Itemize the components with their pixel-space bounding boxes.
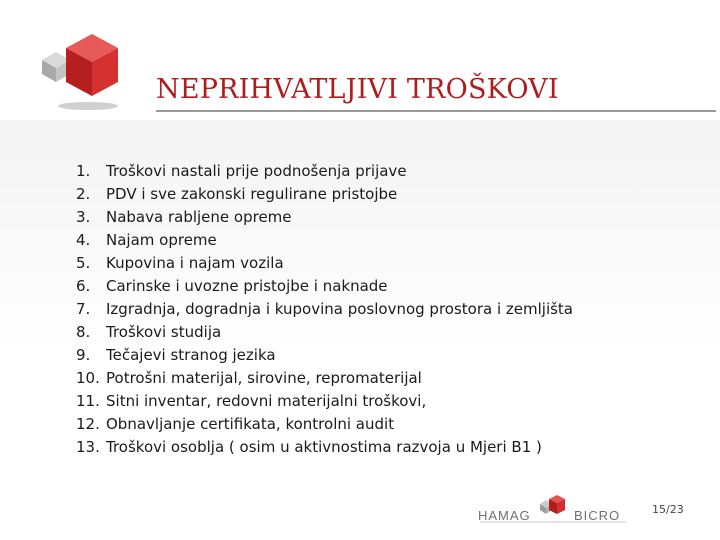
item-number: 1. bbox=[76, 162, 91, 180]
item-number: 6. bbox=[76, 277, 91, 295]
item-number: 3. bbox=[76, 208, 91, 226]
logo-right-text: BICRO bbox=[574, 508, 621, 523]
list-item bbox=[76, 390, 676, 413]
item-number: 2. bbox=[76, 185, 91, 203]
item-text: Obnavljanje certifikata, kontrolni audit bbox=[106, 415, 395, 433]
item-number: 5. bbox=[76, 254, 91, 272]
list-item bbox=[76, 413, 676, 436]
list-item bbox=[76, 275, 676, 298]
item-number: 11. bbox=[76, 392, 100, 410]
cubes-logo-icon bbox=[36, 30, 128, 112]
item-number: 7. bbox=[76, 300, 91, 318]
item-text: Kupovina i najam vozila bbox=[106, 254, 284, 272]
item-text: Izgradnja, dogradnja i kupovina poslovnog prostora i zemljišta bbox=[106, 300, 573, 318]
logo-left-text: HAMAG bbox=[478, 508, 531, 523]
list-item bbox=[76, 252, 676, 275]
list-item bbox=[76, 321, 676, 344]
item-text: Troškovi studija bbox=[106, 323, 222, 341]
list-item bbox=[76, 344, 676, 367]
item-text: Troškovi osoblja ( osim u aktivnostima razvoja u Mjeri B1 ) bbox=[106, 438, 542, 456]
item-number: 9. bbox=[76, 346, 91, 364]
list-item bbox=[76, 436, 676, 459]
item-text: PDV i sve zakonski regulirane pristojbe bbox=[106, 185, 398, 203]
list-item bbox=[76, 298, 676, 321]
list-item bbox=[76, 183, 676, 206]
item-number: 10. bbox=[76, 369, 100, 387]
page-number: 15/23 bbox=[652, 503, 684, 516]
list-item bbox=[76, 160, 676, 183]
item-text: Najam opreme bbox=[106, 231, 217, 249]
cost-list bbox=[76, 160, 676, 459]
title-underline bbox=[156, 66, 716, 112]
item-text: Carinske i uvozne pristojbe i naknade bbox=[106, 277, 388, 295]
item-text: Sitni inventar, redovni materijalni troškovi, bbox=[106, 392, 427, 410]
item-number: 4. bbox=[76, 231, 91, 249]
item-text: Nabava rabljene opreme bbox=[106, 208, 292, 226]
item-number: 12. bbox=[76, 415, 100, 433]
item-text: Tečajevi stranog jezika bbox=[106, 346, 276, 364]
list-item bbox=[76, 367, 676, 390]
slide-title: NEPRIHVATLJIVI TROŠKOVI bbox=[156, 74, 559, 105]
item-text: Potrošni materijal, sirovine, repromaterijal bbox=[106, 369, 422, 387]
item-text: Troškovi nastali prije podnošenja prijave bbox=[106, 162, 407, 180]
hamag-bicro-logo-icon bbox=[476, 490, 636, 530]
list-item bbox=[76, 206, 676, 229]
item-number: 8. bbox=[76, 323, 91, 341]
item-number: 13. bbox=[76, 438, 100, 456]
list-item bbox=[76, 229, 676, 252]
